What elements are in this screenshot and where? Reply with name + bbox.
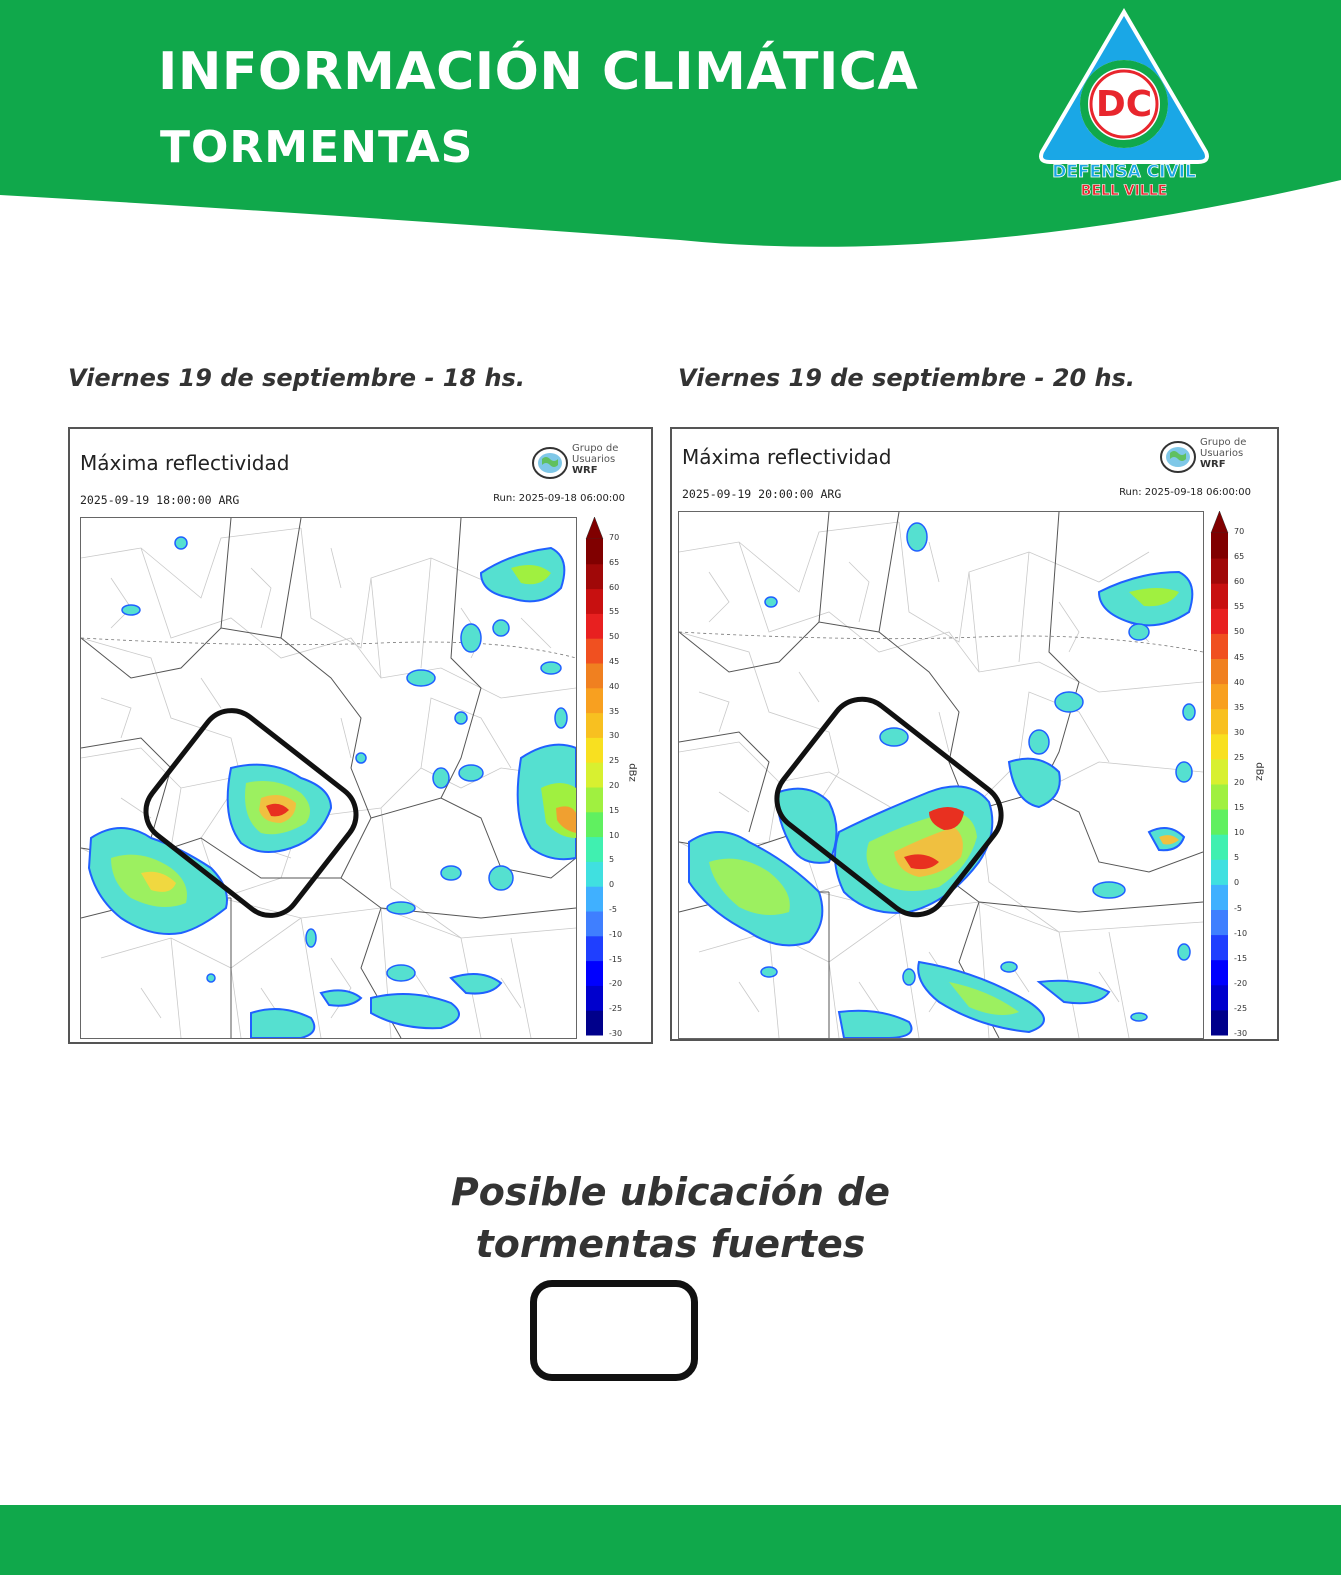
colorbar-tick-label: -20 bbox=[609, 979, 623, 989]
legend-line-2: tormentas fuertes bbox=[475, 1222, 866, 1266]
colorbar-segment bbox=[1211, 583, 1228, 609]
country-border bbox=[81, 638, 576, 658]
globe-icon bbox=[530, 445, 570, 481]
colorbar-segment bbox=[1211, 633, 1228, 659]
wrf-logo-line3: WRF bbox=[1200, 459, 1226, 470]
map-svg bbox=[679, 512, 1203, 1038]
colorbar-svg bbox=[585, 517, 605, 1037]
colorbar-tick-label: 15 bbox=[609, 805, 620, 815]
forecast-map-panel-20hs bbox=[670, 427, 1279, 1041]
colorbar-segment bbox=[586, 936, 603, 961]
colorbar-tick-label: -30 bbox=[609, 1029, 623, 1038]
wrf-logo-line1: Grupo de bbox=[572, 443, 619, 454]
colorbar-segment bbox=[586, 613, 603, 638]
colorbar-segment bbox=[1211, 809, 1228, 835]
colorbar-segment bbox=[1211, 910, 1228, 936]
colorbar-tick-label: 15 bbox=[1234, 803, 1245, 813]
wrf-logo-line2: Usuarios bbox=[572, 454, 616, 465]
colorbar-tick-label: 60 bbox=[1234, 577, 1245, 587]
colorbar-segment bbox=[1211, 935, 1228, 961]
wrf-logo-line3: WRF bbox=[572, 465, 598, 476]
caption-left: Viernes 19 de septiembre - 18 hs. bbox=[68, 364, 525, 392]
colorbar-tick-label: -5 bbox=[609, 905, 617, 914]
legend-box-symbol bbox=[530, 1280, 698, 1381]
colorbar-segment bbox=[1211, 734, 1228, 760]
reflectivity-map bbox=[678, 511, 1204, 1039]
panel-title: Máxima reflectividad bbox=[80, 451, 290, 475]
colorbar-tick-label: -15 bbox=[609, 954, 623, 964]
footer-bar bbox=[0, 1505, 1341, 1575]
colorbar-segment bbox=[1211, 960, 1228, 986]
colorbar-tick-label: -15 bbox=[1234, 953, 1248, 963]
colorbar-segment bbox=[586, 837, 603, 862]
colorbar-tick-label: 40 bbox=[1234, 677, 1245, 687]
colorbar-tick-label: 5 bbox=[609, 855, 615, 865]
colorbar-segment bbox=[1211, 759, 1228, 785]
colorbar-tick-label: 35 bbox=[1234, 702, 1245, 712]
colorbar-tick-label: -25 bbox=[1234, 1003, 1248, 1013]
logo-line2: BELL VILLE bbox=[1080, 183, 1168, 199]
colorbar-tick-label: 30 bbox=[1234, 727, 1245, 737]
defensa-civil-logo bbox=[1036, 4, 1212, 204]
colorbar-tick-label: 25 bbox=[1234, 752, 1245, 762]
colorbar-segment bbox=[586, 638, 603, 663]
wrf-group-logo bbox=[530, 441, 625, 483]
colorbar-segment bbox=[586, 961, 603, 986]
colorbar-tick-label: 5 bbox=[1234, 853, 1240, 863]
model-run: Run: 2025-09-18 06:00:00 bbox=[1119, 487, 1251, 498]
colorbar-tick-label: 10 bbox=[609, 830, 620, 840]
colorbar-segment bbox=[586, 787, 603, 812]
colorbar-tick-label: 45 bbox=[609, 657, 620, 666]
legend-line-1: Posible ubicación de bbox=[450, 1170, 891, 1214]
colorbar-svg bbox=[1210, 511, 1230, 1037]
colorbar-tick-label: -30 bbox=[1234, 1029, 1248, 1038]
colorbar-segment bbox=[1211, 1010, 1228, 1036]
colorbar-tick-label: 45 bbox=[1234, 652, 1245, 662]
colorbar-segment bbox=[586, 688, 603, 713]
wrf-logo-line1: Grupo de bbox=[1200, 437, 1247, 448]
colorbar-segment bbox=[1211, 884, 1228, 910]
colorbar-unit-label: dBz bbox=[626, 763, 638, 782]
colorbar-segment bbox=[586, 911, 603, 936]
caption-right: Viernes 19 de septiembre - 20 hs. bbox=[678, 364, 1135, 392]
colorbar-tick-label: 0 bbox=[609, 880, 615, 890]
forecast-map-panel-18hs bbox=[68, 427, 653, 1044]
colorbar-segment bbox=[1211, 684, 1228, 710]
colorbar-tick-label: 0 bbox=[1234, 878, 1240, 888]
globe-icon bbox=[1158, 439, 1198, 475]
colorbar-tick-label: 70 bbox=[1234, 527, 1245, 536]
map-borders bbox=[81, 528, 576, 1038]
colorbar-segment bbox=[1211, 533, 1228, 559]
header-banner bbox=[0, 0, 1341, 250]
logo-line1: DEFENSA CIVIL bbox=[1052, 162, 1196, 182]
colorbar-tick-label: 25 bbox=[609, 756, 620, 766]
model-run: Run: 2025-09-18 06:00:00 bbox=[493, 493, 625, 504]
colorbar-tick-label: -5 bbox=[1234, 903, 1242, 913]
colorbar-segment bbox=[1211, 834, 1228, 860]
colorbar-tick-label: 50 bbox=[1234, 627, 1245, 637]
colorbar-segment bbox=[586, 861, 603, 886]
logo-initials: DC bbox=[1095, 84, 1153, 125]
country-border bbox=[679, 632, 1203, 652]
wrf-group-logo bbox=[1158, 435, 1253, 477]
colorbar-tick-label: -25 bbox=[609, 1004, 623, 1014]
colorbar-tick-label: -10 bbox=[1234, 928, 1248, 938]
page-subtitle: TORMENTAS bbox=[160, 122, 474, 173]
colorbar-segment bbox=[586, 762, 603, 787]
colorbar-segment bbox=[586, 886, 603, 911]
panel-title: Máxima reflectividad bbox=[682, 445, 892, 469]
legend-text bbox=[0, 1166, 1341, 1270]
colorbar-tick-label: 65 bbox=[609, 557, 620, 567]
colorbar-segment bbox=[1211, 784, 1228, 810]
colorbar-tick-label: -20 bbox=[1234, 978, 1248, 988]
colorbar-segment bbox=[1211, 709, 1228, 735]
colorbar-segment bbox=[586, 1010, 603, 1035]
colorbar-tick-label: 20 bbox=[1234, 778, 1245, 787]
colorbar-tick-label: 65 bbox=[1234, 552, 1245, 562]
colorbar-tick-label: 60 bbox=[609, 582, 620, 592]
colorbar-tick-label: 55 bbox=[609, 607, 620, 617]
colorbar-tick-label: 70 bbox=[609, 533, 620, 542]
colorbar-unit-label: dBz bbox=[1253, 762, 1265, 781]
colorbar-segment bbox=[586, 663, 603, 688]
colorbar-segment bbox=[586, 713, 603, 738]
page-title: INFORMACIÓN CLIMÁTICA bbox=[158, 42, 919, 102]
reflectivity-map bbox=[80, 517, 577, 1039]
colorbar-tick-label: 10 bbox=[1234, 828, 1245, 838]
colorbar-segment bbox=[1211, 659, 1228, 685]
reflectivity-cells bbox=[689, 523, 1195, 1038]
colorbar-segment bbox=[1211, 985, 1228, 1011]
colorbar-tick-label: 50 bbox=[609, 632, 620, 642]
colorbar-tick-label: -10 bbox=[609, 929, 623, 939]
colorbar-tick-label: 20 bbox=[609, 781, 620, 790]
colorbar-segment bbox=[586, 737, 603, 762]
map-svg bbox=[81, 518, 576, 1038]
colorbar-segment bbox=[1211, 608, 1228, 634]
colorbar-segment bbox=[586, 589, 603, 614]
colorbar-segment bbox=[586, 812, 603, 837]
colorbar-segment bbox=[586, 539, 603, 564]
colorbar-tick-label: 35 bbox=[609, 706, 620, 716]
colorbar-segment bbox=[1211, 859, 1228, 885]
wrf-logo-line2: Usuarios bbox=[1200, 448, 1244, 459]
colorbar-tick-label: 55 bbox=[1234, 602, 1245, 612]
colorbar-tick-label: 40 bbox=[609, 681, 620, 691]
forecast-datetime: 2025-09-19 18:00:00 ARG bbox=[80, 493, 240, 507]
colorbar-segment bbox=[586, 985, 603, 1010]
forecast-datetime: 2025-09-19 20:00:00 ARG bbox=[682, 487, 842, 501]
colorbar-segment bbox=[1211, 558, 1228, 584]
colorbar-tick-label: 30 bbox=[609, 731, 620, 741]
colorbar-segment bbox=[586, 564, 603, 589]
reflectivity-colorbar bbox=[585, 517, 645, 1037]
reflectivity-colorbar bbox=[1210, 511, 1274, 1037]
